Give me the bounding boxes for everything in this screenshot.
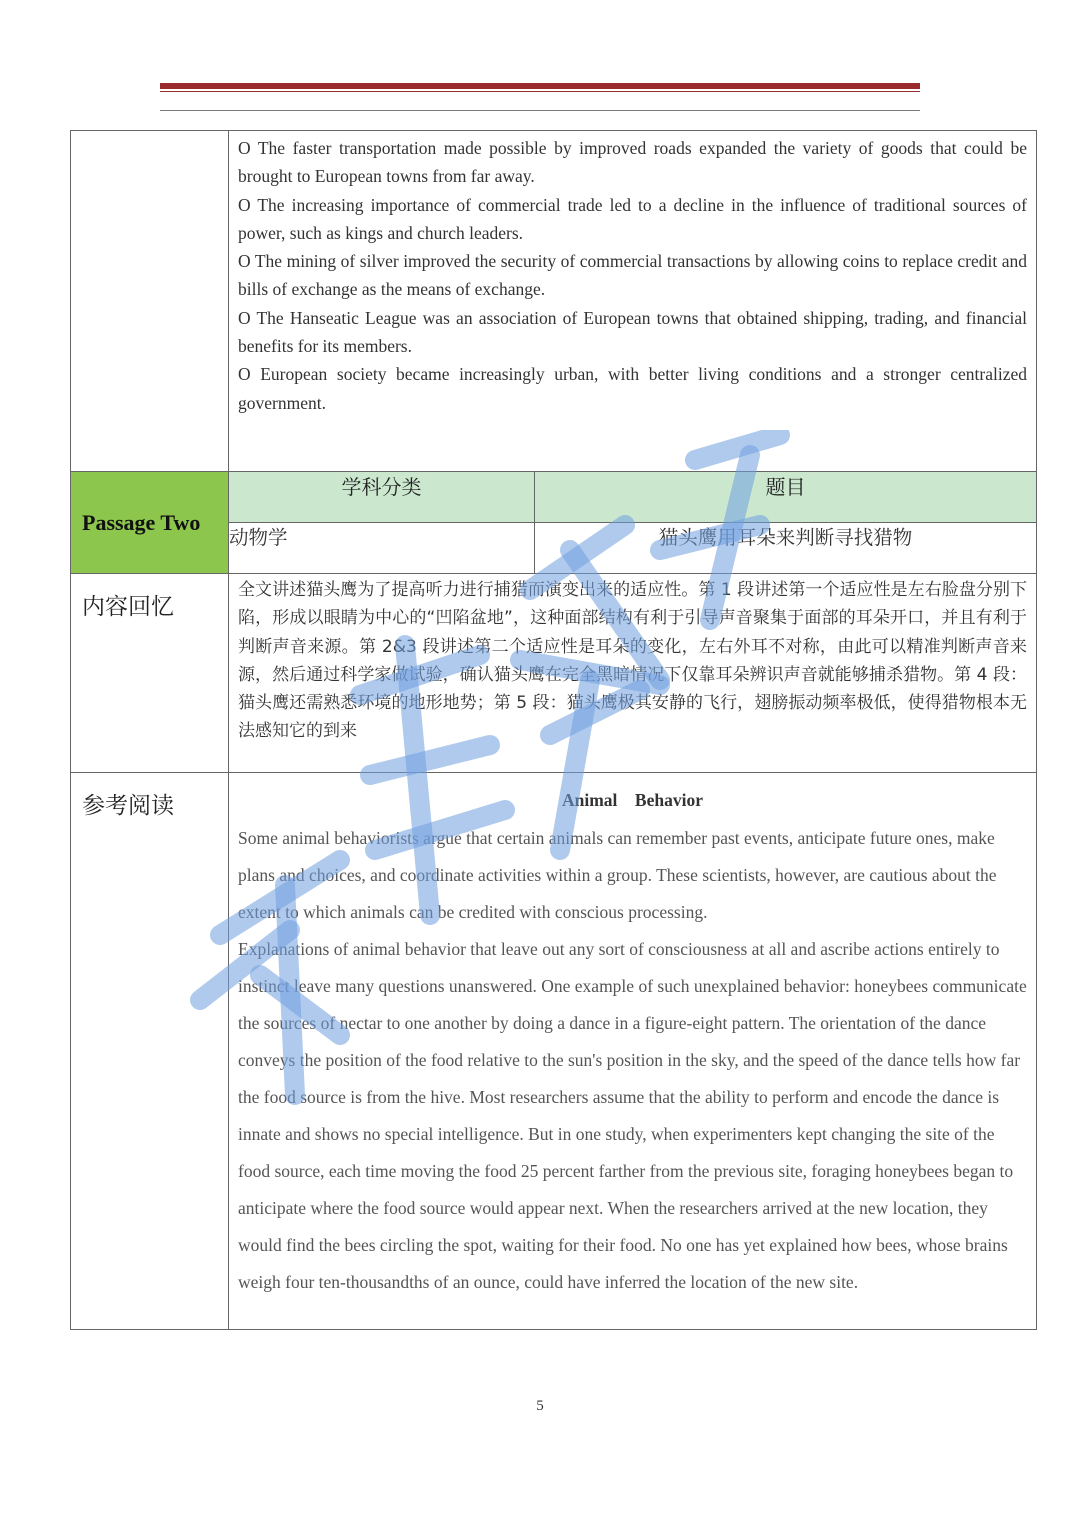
recall-label-cell xyxy=(71,574,229,773)
reading-row xyxy=(71,773,1037,1330)
options-side-cell xyxy=(71,131,229,472)
reading-paragraph: Some animal behaviorists argue that certain animals can remember past events, anticipate future ones, make plans and choices, and coordinate activities within a group. These scientists, however, are cautious about the extent to which animals can be credited with conscious processing. xyxy=(238,828,997,922)
reading-paragraph: Explanations of animal behavior that leave out any sort of consciousness at all and ascribe actions entirely to instinct leave many questions unanswered. One example of such unexplained behavior: honeybees communicate the sources of nectar to one another by doing a dance in a figure-eight pattern. The orientation of the dance conveys the position of the food relative to the sun's position in the sky, and the speed of the dance tells how far the food source is from the hive. Most researchers assume that the ability to perform and encode the dance is innate and shows no special intelligence. But in one study, when experimenters kept changing the site of the food source, each time moving the food 25 percent farther from the previous site, foraging honeybees began to anticipate where the food source would appear next. When the researchers arrived at the new location, they would find the bees circling the spot, waiting for their food. No one has yet explained how bees, whose brains weigh four ten-thousandths of an ounce, could have inferred the location of the new site. xyxy=(238,939,1027,1292)
content-table xyxy=(70,130,1037,1330)
recall-row xyxy=(71,574,1037,773)
answer-option: O The increasing importance of commercial trade led to a decline in the influence of traditional sources of power, such as kings and church leaders. xyxy=(238,194,1027,243)
header-rule-thin xyxy=(160,91,920,92)
reading-cell xyxy=(229,773,1037,1330)
answer-option: O The Hanseatic League was an association of European towns that obtained shipping, trading, and financial benefits for its members. xyxy=(238,307,1027,357)
passage-label: Passage Two xyxy=(82,509,201,535)
category-value: 动物学 xyxy=(229,523,535,574)
reading-label: 参考阅读 xyxy=(82,793,174,819)
answer-option: O European society became increasingly urban, with better living conditions and a stronger centralized government. xyxy=(238,364,1027,413)
header-rule-thick xyxy=(160,83,920,89)
recall-text: 全文讲述猫头鹰为了提高听力进行捕猎而演变出来的适应性。第 1 段讲述第一个适应性是左右脸盘分别下陷，形成以眼睛为中心的“凹陷盆地”，这种面部结构有利于引导声音聚集于面部的耳朵开口，并且有利于判断声音来源。第 2&3 段讲述第二个适应性是耳朵的变化，左右外耳不对称，由此可以精准判断声音来源，然后通过科学家做试验，确认猫头鹰在完全黑暗情况下仅靠耳朵辨识声音就能够捕杀猎物。第 4 段：猫头鹰还需熟悉环境的地形地势；第 5 段：猫头鹰极其安静的飞行，翅膀振动频率极低，使得猎物根本无法感知它的到来 xyxy=(238,580,1027,742)
recall-cell xyxy=(229,574,1037,773)
recall-label: 内容回忆 xyxy=(82,594,174,620)
category-header: 学科分类 xyxy=(229,472,535,523)
reading-title: Animal Behavior xyxy=(562,790,703,810)
passage-header-row xyxy=(71,472,1037,523)
reading-label-cell xyxy=(71,773,229,1330)
page-number: 5 xyxy=(536,1398,544,1414)
answer-option: O The mining of silver improved the security of commercial transactions by allowing coins to replace credit and bills of exchange as the means of exchange. xyxy=(238,251,1027,300)
topic-header: 题目 xyxy=(535,472,1037,523)
header-rule-grey xyxy=(160,110,920,111)
options-cell xyxy=(229,131,1037,472)
passage-label-cell xyxy=(71,472,229,574)
answer-option: O The faster transportation made possible by improved roads expanded the variety of goods that could be brought to European towns from far away. xyxy=(238,138,1027,187)
topic-value: 猫头鹰用耳朵来判断寻找猎物 xyxy=(535,523,1037,574)
options-row xyxy=(71,131,1037,472)
